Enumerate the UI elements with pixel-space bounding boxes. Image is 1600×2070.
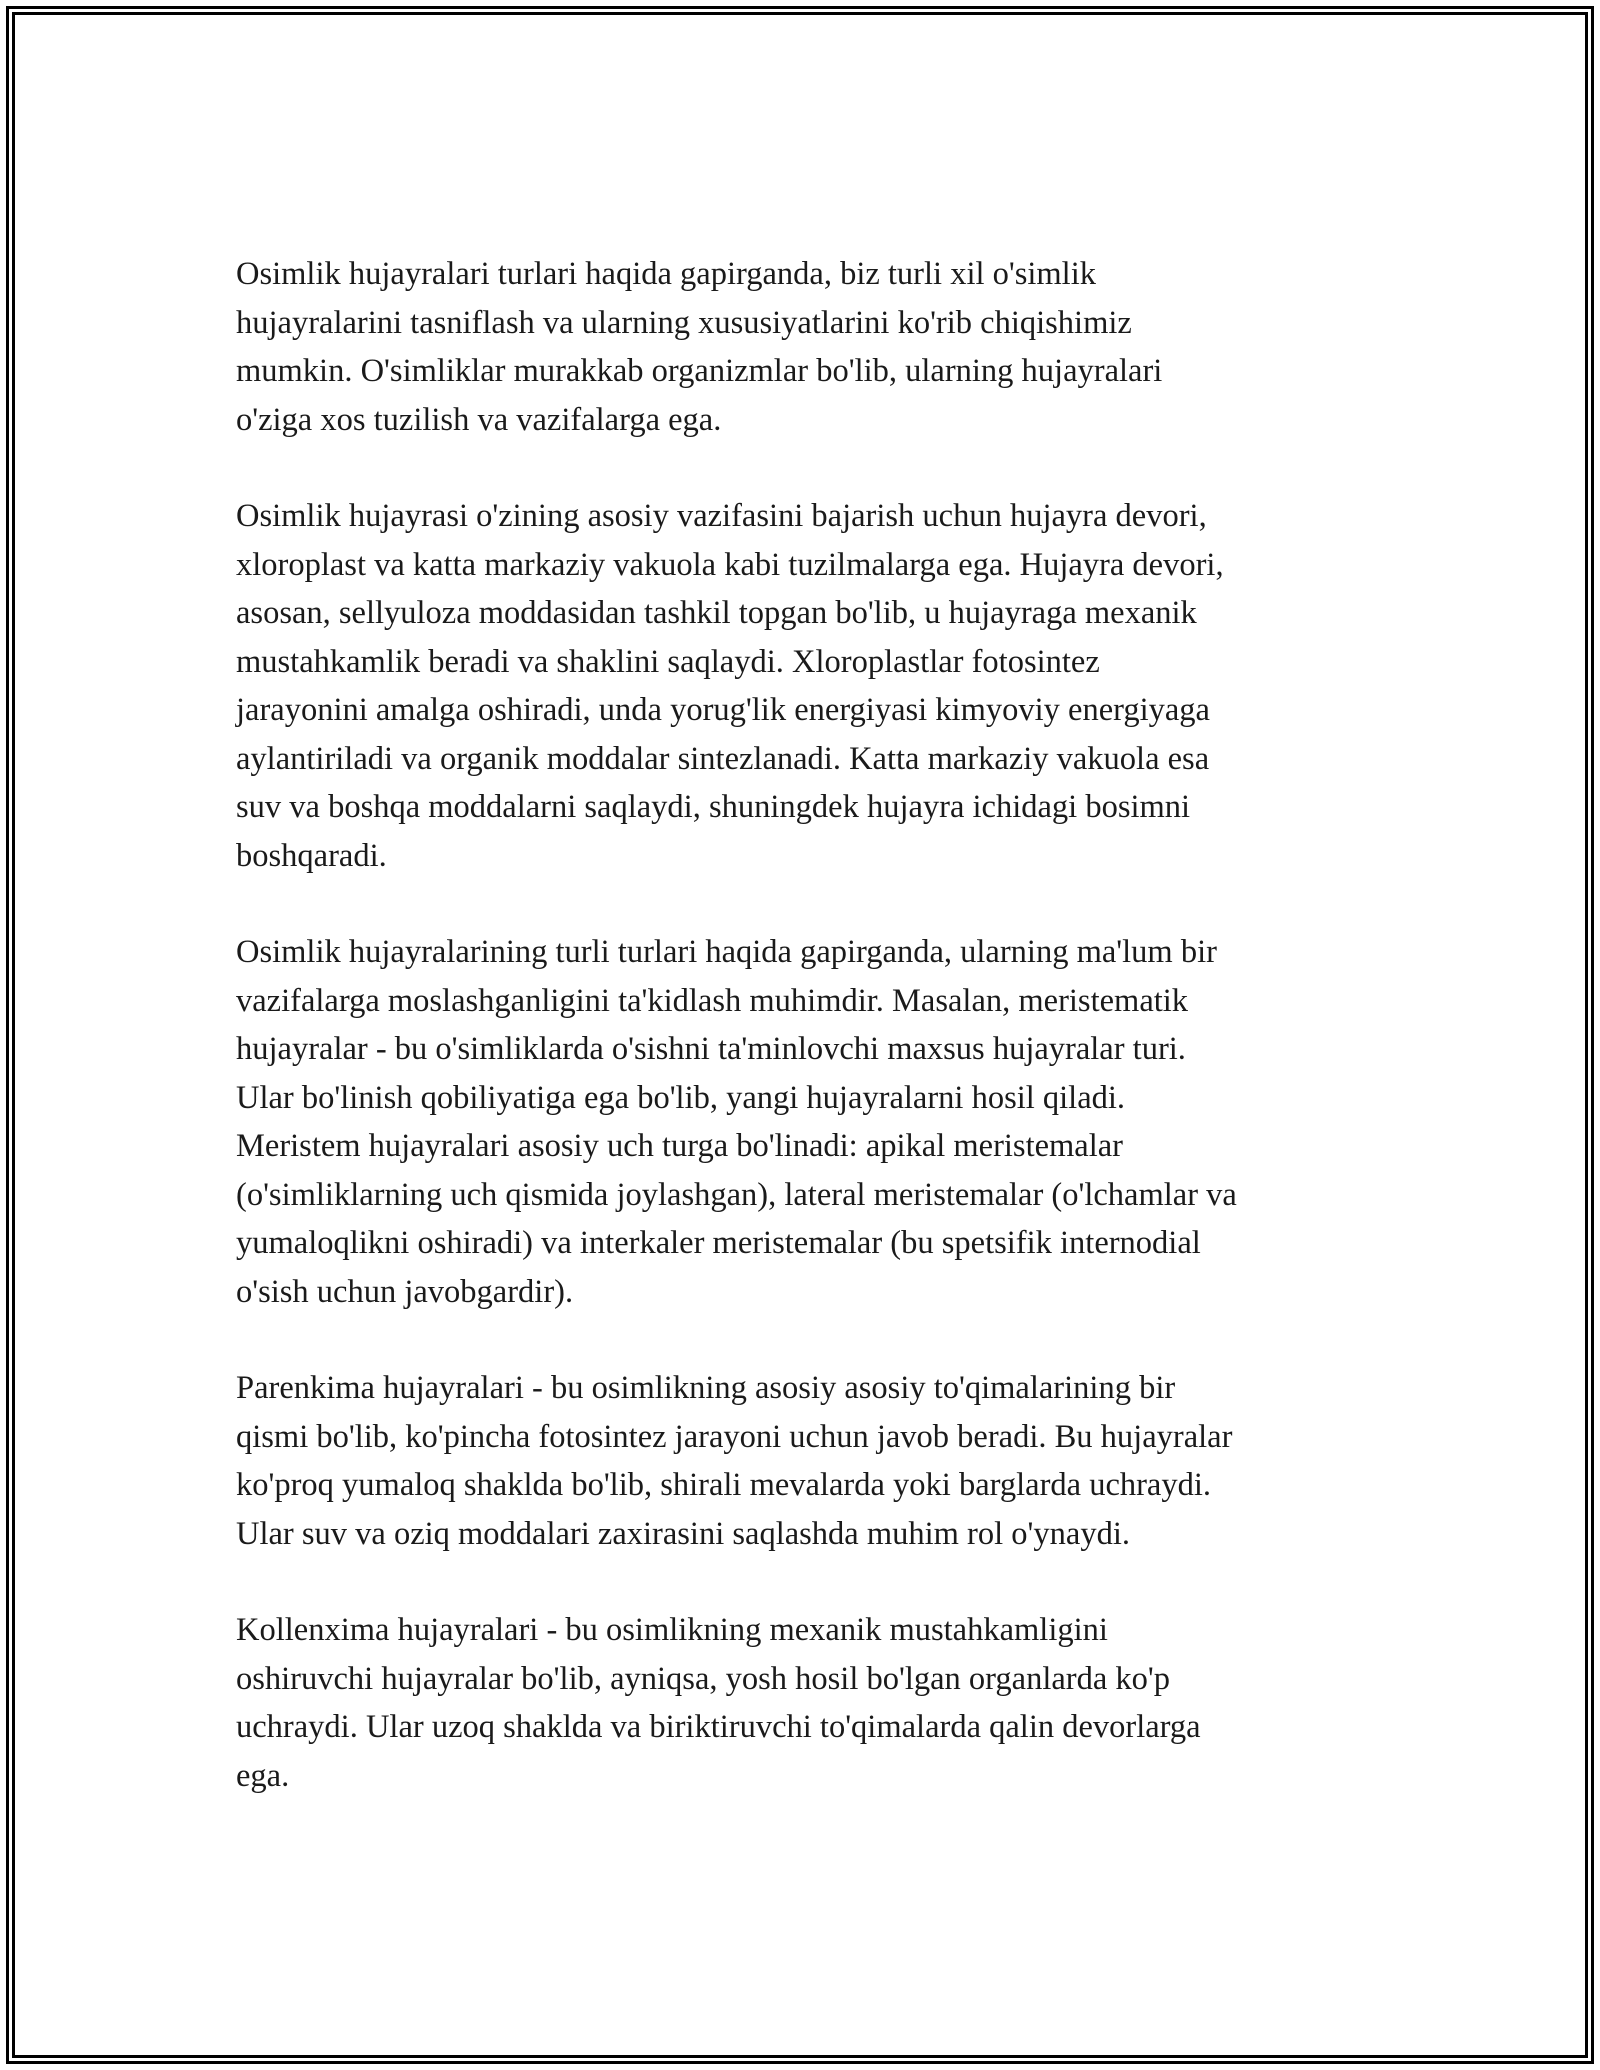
text-line: boshqaradi. [236,837,387,874]
text-line: asosan, sellyuloza moddasidan tashkil topgan bo'lib, u hujayraga mexanik [236,595,1197,631]
paragraph-4 [236,1364,1386,1558]
text-line: jarayonini amalga oshiradi, unda yorug'lik energiyasi kimyoviy energiyaga [236,692,1210,728]
document-body [236,250,1386,1848]
text-line: Ular bo'linish qobiliyatiga ega bo'lib, yangi hujayralarni hosil qiladi. [236,1079,1126,1116]
text-line: (o'simliklarning uch qismida joylashgan), lateral meristemalar (o'lchamlar va [236,1176,1237,1213]
text-line: o'sish uchun javobgardir). [236,1273,574,1310]
text-line: ega. [236,1757,290,1794]
text-line: xloroplast va katta markaziy vakuola kabi tuzilmalarga ega. Hujayra devori, [236,546,1224,583]
text-line: Meristem hujayralari asosiy uch turga bo'linadi: apikal meristemalar [236,1128,1124,1164]
text-line: Osimlik hujayrasi o'zining asosiy vazifasini bajarish uchun hujayra devori, [236,498,1207,534]
text-line: Osimlik hujayralari turlari haqida gapirganda, biz turli xil o'simlik [236,256,1096,292]
text-line: o'ziga xos tuzilish va vazifalarga ega. [236,401,722,438]
text-line: mumkin. O'simliklar murakkab organizmlar bo'lib, ularning hujayralari [236,353,1163,389]
paragraph-3 [236,928,1386,1316]
text-line: aylantiriladi va organik moddalar sintezlanadi. Katta markaziy vakuola esa [236,740,1210,777]
text-line: suv va boshqa moddalarni saqlaydi, shuningdek hujayra ichidagi bosimni [236,789,1191,825]
text-line: Osimlik hujayralarining turli turlari haqida gapirganda, ularning ma'lum bir [236,934,1217,970]
text-line: yumaloqlikni oshiradi) va interkaler meristemalar (bu spetsifik internodial [236,1225,1201,1261]
text-line: oshiruvchi hujayralar bo'lib, ayniqsa, yosh hosil bo'lgan organlarda ko'p [236,1660,1171,1697]
text-line: qismi bo'lib, ko'pincha fotosintez jarayoni uchun javob beradi. Bu hujayralar [236,1418,1233,1455]
text-line: hujayralar - bu o'simliklarda o'sishni ta'minlovchi maxsus hujayralar turi. [236,1031,1186,1067]
text-line: uchraydi. Ular uzoq shaklda va biriktiruvchi to'qimalarda qalin devorlarga [236,1709,1201,1745]
text-line: ko'proq yumaloq shaklda bo'lib, shirali mevalarda yoki barglarda uchraydi. [236,1467,1212,1503]
text-line: hujayralarini tasniflash va ularning xususiyatlarini ko'rib chiqishimiz [236,304,1132,341]
text-line: mustahkamlik beradi va shaklini saqlaydi. Xloroplastlar fotosintez [236,643,1100,680]
text-line: vazifalarga moslashganligini ta'kidlash muhimdir. Masalan, meristematik [236,982,1189,1019]
paragraph-1 [236,250,1386,444]
text-line: Parenkima hujayralari - bu osimlikning asosiy asosiy to'qimalarining bir [236,1370,1176,1406]
paragraph-5 [236,1606,1386,1800]
paragraph-2 [236,492,1386,880]
text-line: Kollenxima hujayralari - bu osimlikning mexanik mustahkamligini [236,1612,1108,1648]
text-line: Ular suv va oziq moddalari zaxirasini saqlashda muhim rol o'ynaydi. [236,1515,1130,1552]
